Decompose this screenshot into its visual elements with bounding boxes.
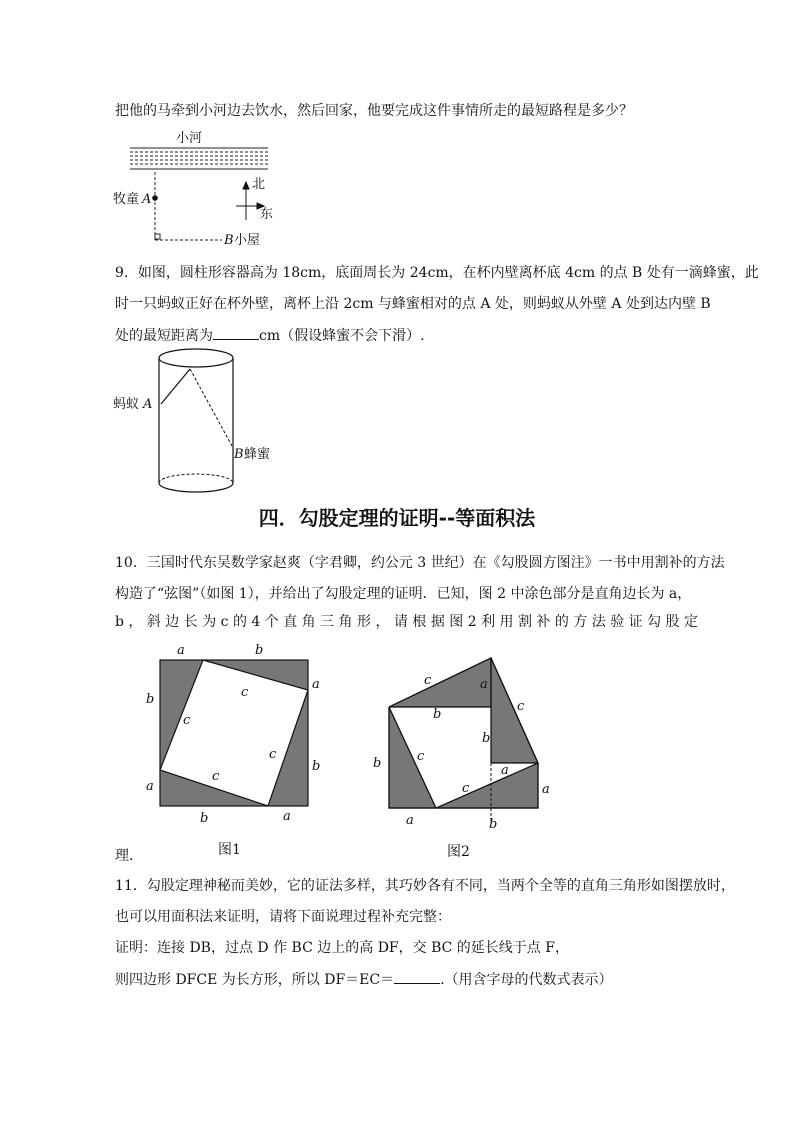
- fig2-label-b-inner: b: [433, 707, 442, 722]
- ant-path-dashed: [190, 369, 232, 446]
- fig1-label-b-top: b: [255, 643, 264, 658]
- q9-line-1: [115, 263, 759, 283]
- q9-text-3a: 处的最短距离为: [115, 328, 213, 344]
- cylinder-bottom-front: [159, 483, 233, 492]
- q11-line-2: 也可以用面积法来证明，请将下面说理过程补充完整：: [115, 909, 451, 925]
- q9-line-2: 时一只蚂蚁正好在杯外壁，离杯上沿 2cm 与蜂蜜相对的点 A 处，则蚂蚁从外壁 A 处到达内壁 B: [115, 296, 711, 312]
- fig1-label-b-right: b: [312, 759, 321, 774]
- right-angle-mark: [155, 234, 160, 239]
- honey-label: 蜂蜜: [244, 447, 271, 462]
- fig2-label-c-top: c: [424, 673, 432, 688]
- cylinder-top: [159, 349, 233, 367]
- boy-label: 牧童: [113, 192, 140, 207]
- q11-text-1: ．勾股定理神秘而美妙，它的证法多样，其巧妙各有不同，当两个全等的直角三角形如图摆放时，: [132, 878, 735, 894]
- house-label: 小屋: [234, 233, 261, 248]
- fig2-label-a-top: a: [480, 677, 488, 692]
- q11-text-4a: 则四边形 DFCE 为长方形，所以 DF＝EC＝: [115, 972, 395, 988]
- q8-text: 把他的马牵到小河边去饮水，然后回家，他要完成这件事情所走的最短路程是多少？: [115, 103, 633, 119]
- north-label: 北: [252, 177, 266, 192]
- river-label: 小河: [176, 131, 203, 146]
- answer-blank-q11[interactable]: [394, 969, 440, 984]
- q10-line-2: 构造了“弦图”（如图 1），并给出了勾股定理的证明．已知，图 2 中涂色部分是直角边长为 a，: [115, 586, 692, 602]
- boy-point-label: A: [142, 192, 152, 207]
- fig2-label-c-right: c: [517, 699, 525, 714]
- fig2-label-a-bottom: a: [406, 813, 414, 828]
- q11-line-1: [115, 876, 735, 896]
- q9-number: 9: [115, 265, 124, 281]
- point-a-dot: [152, 195, 158, 201]
- river-hatching: [130, 148, 268, 169]
- fig2-label-c-bottom: c: [462, 781, 470, 796]
- fig1-label-b-bottom: b: [200, 811, 209, 826]
- q9-cylinder-figure: [108, 342, 288, 502]
- fig1-label-c-bottom: c: [212, 769, 220, 784]
- ant-label: 蚂蚁: [113, 397, 140, 412]
- q9-text-1: ．如图，圆柱形容器高为 18cm，底面周长为 24cm，在杯内壁离杯底 4cm 的点 B 处有一滴蜂蜜，此: [123, 265, 759, 281]
- fig2-label-a-inner: a: [501, 763, 509, 778]
- q10-line-4: 理．: [115, 848, 143, 864]
- fig1-label-c-right: c: [269, 747, 277, 762]
- fig1-label-c-left: c: [183, 713, 191, 728]
- q11-line-3: 证明：连接 DB，过点 D 作 BC 边上的高 DF，交 BC 的延长线于点 F，: [115, 940, 569, 956]
- fig1-label-a-top: a: [177, 643, 185, 658]
- q11-text-4b: .（用含字母的代数式表示）: [440, 972, 613, 988]
- q11-line-4: [115, 969, 613, 990]
- fig2-label-b-bottom: b: [489, 817, 498, 832]
- q10-line-1: [115, 553, 725, 573]
- fig2-label-c-left: c: [417, 749, 425, 764]
- q11-number: 11: [115, 878, 133, 894]
- fig1-label-b-left: b: [146, 692, 155, 707]
- cylinder-bottom-back: [159, 474, 233, 483]
- fig1-caption: 图1: [218, 842, 241, 858]
- q9-text-3b: cm（假设蜂蜜不会下滑）.: [259, 328, 425, 344]
- fig2-caption: 图2: [447, 844, 470, 860]
- section-title: 四．勾股定理的证明--等面积法: [258, 506, 536, 530]
- fig1-label-a-left: a: [146, 779, 154, 794]
- q10-text-1: ．三国时代东吴数学家赵爽（字君卿，约公元 3 世纪）在《勾股圆方图注》一书中用割补的方法: [132, 555, 725, 571]
- answer-blank-q9[interactable]: [213, 325, 259, 340]
- honey-point-label: B: [234, 447, 244, 462]
- east-label: 东: [260, 207, 274, 222]
- fig2-label-a-right: a: [542, 782, 550, 797]
- house-point-label: B: [224, 233, 234, 248]
- fig1-label-a-right: a: [312, 677, 320, 692]
- figure-1-string-diagram: [138, 640, 338, 830]
- q8-figure: [100, 128, 300, 250]
- figure-2-diagram: [362, 648, 562, 833]
- ant-path-solid: [161, 369, 190, 404]
- q10-number: 10: [115, 555, 133, 571]
- fig2-label-b-vertical: b: [482, 731, 491, 746]
- fig1-label-c-top: c: [241, 685, 249, 700]
- fig1-label-a-bottom: a: [283, 809, 291, 824]
- ant-point-label: A: [143, 397, 153, 412]
- fig2-label-b-left: b: [373, 756, 382, 771]
- q10-line-3: b ， 斜 边 长 为 c 的 4 个 直 角 三 角 形 ， 请 根 据 图 2 利 用 割 补 的 方 法 验 证 勾 股 定: [115, 614, 699, 630]
